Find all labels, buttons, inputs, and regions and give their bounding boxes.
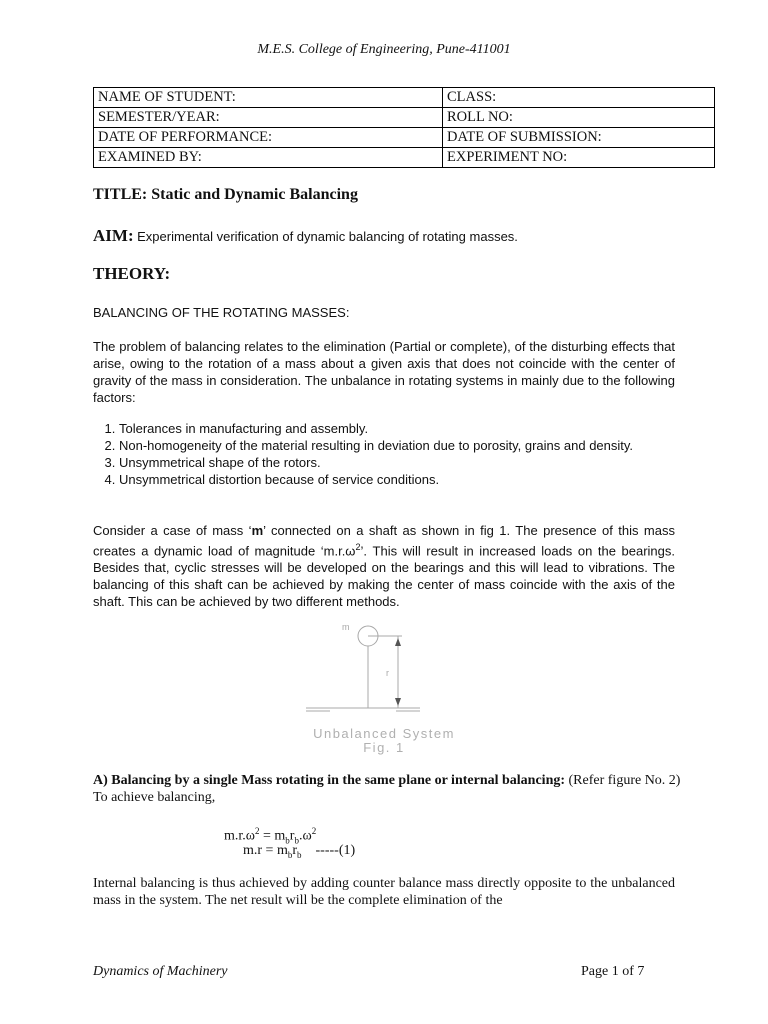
unbalanced-system-figure <box>290 618 490 758</box>
title-label: TITLE: <box>93 186 148 203</box>
mass-symbol: m <box>251 523 264 538</box>
arrow-head-bottom <box>395 698 401 706</box>
section-a-heading: A) Balancing by a single Mass rotating in the same plane or internal balancing: <box>93 773 566 788</box>
mass-label: m <box>342 622 350 632</box>
internal-balancing-paragraph: Internal balancing is thus achieved by adding counter balance mass directly opposite to the unbalanced mass in the system. The net result will be the complete elimination of the <box>93 876 675 908</box>
superscript: 2 <box>355 542 361 552</box>
title-text: Static and Dynamic Balancing <box>151 186 358 203</box>
eq-term: r <box>289 828 295 844</box>
paragraph-text: The problem of balancing relates to the elimination (Partial or complete), of the disturbing effects that arise, owing to the rotation of a mass about a given axis that does not coincide with the center of gravity of the mass in consideration. The unbalance in rotating systems in mainly due to the following factors: <box>93 339 675 405</box>
table-cell: ROLL NO: <box>443 108 715 128</box>
list-item: 3. Unsymmetrical shape of the rotors. <box>119 454 701 471</box>
eq-term: r <box>292 843 298 858</box>
section-a-ref: (Refer figure No. 2) <box>565 773 681 788</box>
subscript: b <box>297 849 302 860</box>
page-header: M.E.S. College of Engineering, Pune-411001 <box>257 42 511 57</box>
mass-paragraph <box>93 522 675 610</box>
table-cell: DATE OF PERFORMANCE: <box>94 128 443 148</box>
subscript: b <box>294 835 299 846</box>
equation-1 <box>243 843 355 860</box>
arrow-head-top <box>395 638 401 646</box>
list-item: 2. Non-homogeneity of the material resulting in deviation due to porosity, grains and density. <box>119 437 701 454</box>
eq-term: = m <box>259 828 286 844</box>
list-item: 1. Tolerances in manufacturing and assembly. <box>119 420 701 437</box>
table-row <box>94 108 715 128</box>
table-cell: EXAMINED BY: <box>94 148 443 168</box>
section-a-intro: To achieve balancing, <box>93 790 216 805</box>
text-run: ’ connected on a shaft as shown in fig 1. The presence of this mass creates a dynamic load of magnitude ‘m.r.ω <box>93 523 675 559</box>
superscript: 2 <box>311 826 317 836</box>
factors-list <box>93 420 701 488</box>
subscript: b <box>285 835 290 846</box>
subscript: b <box>287 849 293 860</box>
student-info-table <box>93 87 715 168</box>
text-run: Consider a case of mass ‘ <box>93 523 252 538</box>
intro-paragraph <box>93 338 675 406</box>
table-row <box>94 148 715 168</box>
table-cell: SEMESTER/YEAR: <box>94 108 443 128</box>
list-item: 4. Unsymmetrical distortion because of service conditions. <box>119 471 701 488</box>
footer-page-number: Page 1 of 7 <box>581 964 645 979</box>
table-cell: CLASS: <box>443 88 715 108</box>
paragraph-text <box>93 522 675 610</box>
aim-label: AIM: <box>93 226 134 245</box>
theory-heading: THEORY: <box>93 264 171 283</box>
section-subheading: BALANCING OF THE ROTATING MASSES: <box>93 305 350 320</box>
figure-caption: Unbalanced System <box>313 726 455 741</box>
table-cell: DATE OF SUBMISSION: <box>443 128 715 148</box>
experiment-title <box>93 186 358 204</box>
radius-label: r <box>386 668 389 678</box>
table-row <box>94 128 715 148</box>
eq-term: .ω <box>298 828 312 844</box>
aim-line <box>93 226 518 246</box>
table-cell: NAME OF STUDENT: <box>94 88 443 108</box>
section-a <box>93 772 683 806</box>
eq-term: m.r.ω <box>224 828 255 844</box>
aim-text: Experimental verification of dynamic balancing of rotating masses. <box>137 229 518 244</box>
figure-number: Fig. 1 <box>363 740 405 755</box>
footer-course: Dynamics of Machinery <box>93 964 228 979</box>
equation-number: -----(1) <box>301 843 356 858</box>
table-row <box>94 88 715 108</box>
eq-term: m.r = m <box>243 843 288 858</box>
text-run: ’. This will result in increased loads on the bearings. Besides that, cyclic stresses will be developed on the bearings and this will lead to vibrations. The balancing of this shaft can be achieved by making the center of mass coincide with the axis of the shaft. This can be achieved by two different methods. <box>93 543 675 610</box>
table-cell: EXPERIMENT NO: <box>443 148 715 168</box>
superscript: 2 <box>255 826 260 836</box>
